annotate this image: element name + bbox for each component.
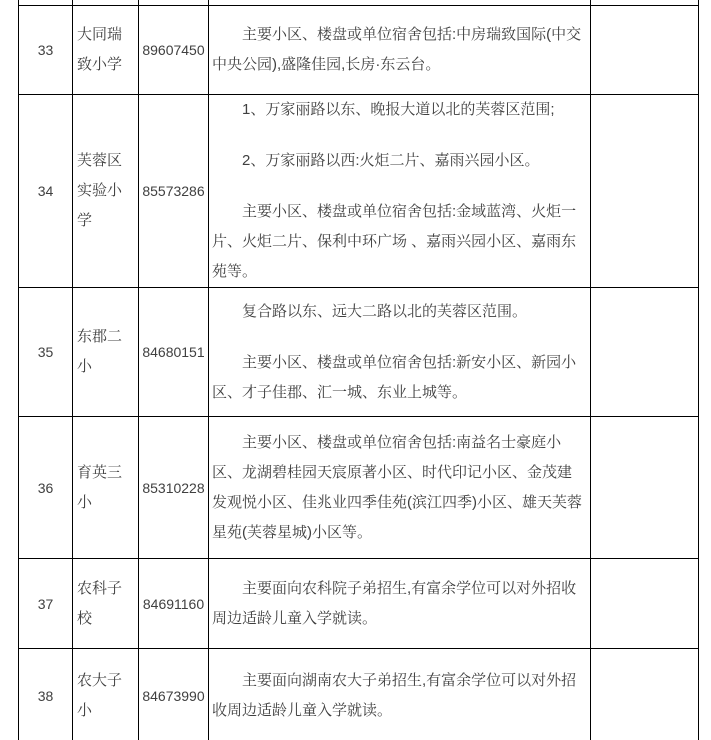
remark-cell [591,649,699,740]
table-row [19,649,699,740]
table-row [19,95,699,288]
remark-cell [591,95,699,288]
district-description [209,95,591,288]
description-paragraph: 主要小区、楼盘或单位宿舍包括:新安小区、新园小区、才子佳郡、汇一城、东业上城等。 [212,353,577,401]
description-paragraph: 复合路以东、远大二路以北的芙蓉区范围。 [242,302,528,320]
description-paragraph: 主要小区、楼盘或单位宿舍包括:金域蓝湾、火炬一片、火炬二片、保利中环广场 、嘉雨兴园小区、嘉雨东苑等。 [212,203,577,280]
remark-cell [591,417,699,559]
phone-number: 84680151 [139,288,209,417]
remark-cell [591,288,699,417]
district-description [209,559,591,649]
description-paragraph: 主要面向农科院子弟招生,有富余学位可以对外招收周边适龄儿童入学就读。 [212,579,577,627]
row-number: 35 [19,288,73,417]
description-paragraph: 2、万家丽路以西:火炬二片、嘉雨兴园小区。 [242,152,540,169]
school-name: 东郡二小 [73,288,139,417]
phone-number: 84673990 [139,649,209,740]
row-number: 37 [19,559,73,649]
school-district-table [18,0,699,740]
phone-number: 85573286 [139,95,209,288]
row-number: 38 [19,649,73,740]
district-description [209,417,591,559]
row-number: 33 [19,6,73,95]
school-name: 大同瑞致小学 [73,6,139,95]
remark-cell [591,559,699,649]
table-row [19,6,699,95]
description-paragraph: 1、万家丽路以东、晚报大道以北的芙蓉区范围; [242,101,555,118]
phone-number: 89607450 [139,6,209,95]
school-name: 农大子小 [73,649,139,740]
school-name: 育英三小 [73,417,139,559]
table-row [19,417,699,559]
school-name: 农科子校 [73,559,139,649]
table-row [19,288,699,417]
district-description [209,6,591,95]
district-description [209,288,591,417]
remark-cell [591,6,699,95]
description-paragraph: 主要小区、楼盘或单位宿舍包括:南益名士豪庭小区、龙湖碧桂园天宸原著小区、时代印记小区、金茂建发观悦小区、佳兆业四季佳苑(滨江四季)小区、雄天芙蓉星苑(芙蓉星城)小区等。 [212,433,582,541]
phone-number: 84691160 [139,559,209,649]
table-row [19,559,699,649]
school-name: 芙蓉区实验小学 [73,95,139,288]
description-paragraph: 主要面向湖南农大子弟招生,有富余学位可以对外招收周边适龄儿童入学就读。 [212,672,577,719]
row-number: 34 [19,95,73,288]
description-paragraph: 主要小区、楼盘或单位宿舍包括:中房瑞致国际(中交中央公园),盛隆佳园,长房·东云台。 [212,26,582,73]
district-description [209,649,591,740]
row-number: 36 [19,417,73,559]
phone-number: 85310228 [139,417,209,559]
